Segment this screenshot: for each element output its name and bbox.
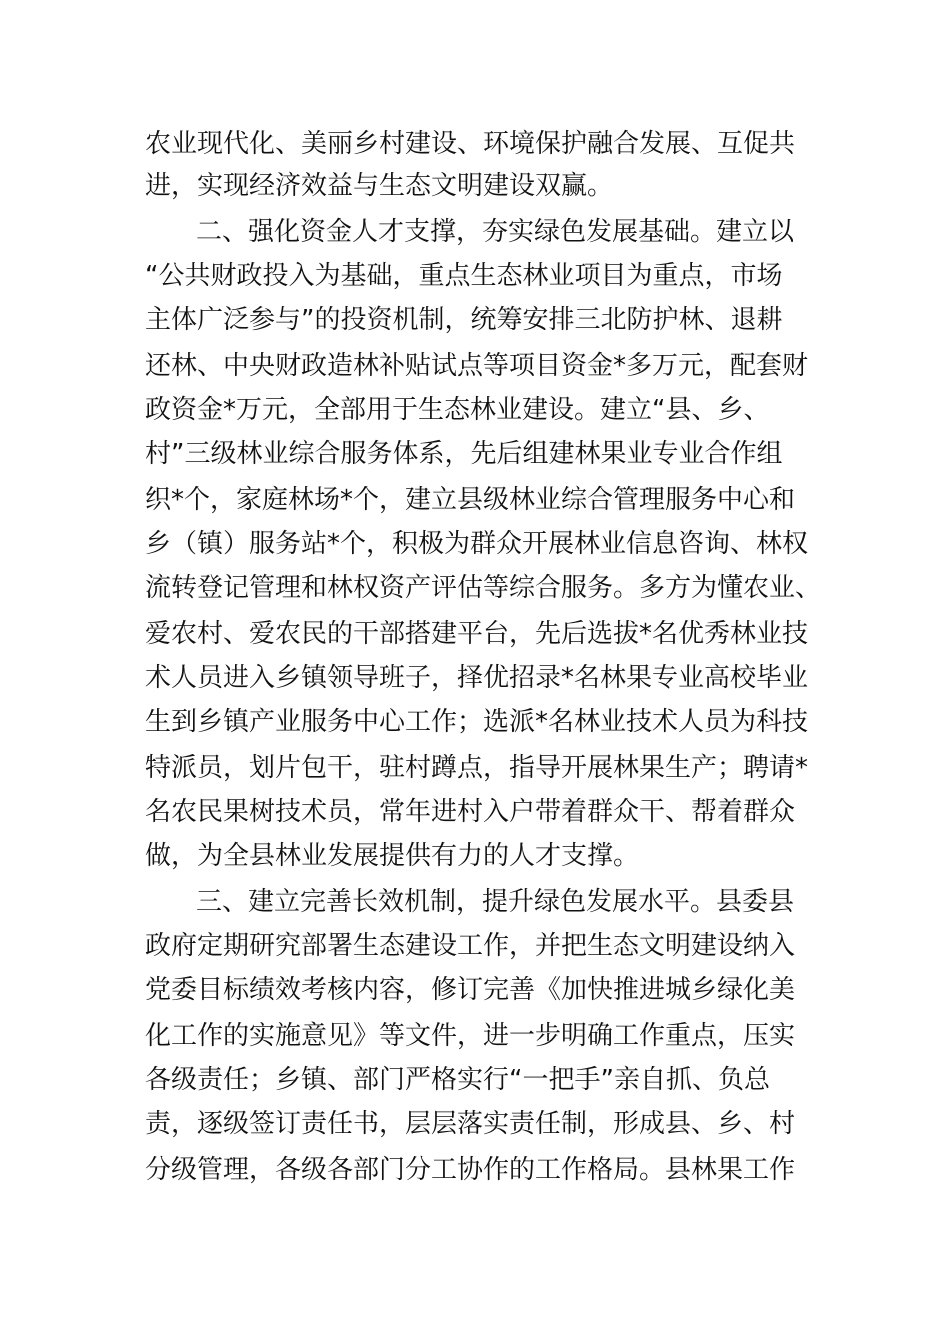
text-line: 政府定期研究部署生态建设工作，并把生态文明建设纳入 bbox=[145, 931, 796, 961]
text-line: 村”三级林业综合服务体系，先后组建林果业专业合作组 bbox=[145, 439, 783, 469]
text-line: 还林、中央财政造林补贴试点等项目资金*多万元，配套财 bbox=[145, 351, 809, 381]
text-line: 进，实现经济效益与生态文明建设双赢。 bbox=[145, 171, 614, 201]
text-line: 农业现代化、美丽乡村建设、环境保护融合发展、互促共 bbox=[145, 129, 796, 159]
text-line: 乡（镇）服务站*个，积极为群众开展林业信息咨询、林权 bbox=[145, 529, 809, 559]
text-line: 化工作的实施意见》等文件，进一步明确工作重点，压实 bbox=[145, 1021, 796, 1051]
text-line: 做，为全县林业发展提供有力的人才支撑。 bbox=[145, 841, 640, 871]
paragraph-heading-line: 三、建立完善长效机制，提升绿色发展水平。县委县 bbox=[196, 887, 795, 917]
text-line: 责，逐级签订责任书，层层落实责任制，形成县、乡、村 bbox=[145, 1109, 796, 1139]
text-line: 术人员进入乡镇领导班子，择优招录*名林果专业高校毕业 bbox=[145, 663, 809, 693]
text-line: 流转登记管理和林权资产评估等综合服务。多方为懂农业、 bbox=[145, 573, 822, 603]
text-line: “公共财政投入为基础，重点生态林业项目为重点，市场 bbox=[145, 261, 783, 291]
text-line: 党委目标绩效考核内容，修订完善《加快推进城乡绿化美 bbox=[145, 975, 796, 1005]
paragraph-heading-line: 二、强化资金人才支撑，夯实绿色发展基础。建立以 bbox=[196, 217, 795, 247]
text-line: 名农民果树技术员，常年进村入户带着群众干、帮着群众 bbox=[145, 797, 796, 827]
text-line: 织*个，家庭林场*个，建立县级林业综合管理服务中心和 bbox=[145, 485, 796, 515]
text-line: 政资金*万元，全部用于生态林业建设。建立“县、乡、 bbox=[145, 395, 770, 425]
text-line: 生到乡镇产业服务中心工作；选派*名林业技术人员为科技 bbox=[145, 707, 809, 737]
text-line: 分级管理，各级各部门分工协作的工作格局。县林果工作 bbox=[145, 1155, 796, 1185]
text-line: 爱农村、爱农民的干部搭建平台，先后选拔*名优秀林业技 bbox=[145, 619, 809, 649]
text-line: 主体广泛参与”的投资机制，统筹安排三北防护林、退耕 bbox=[145, 305, 783, 335]
text-line: 各级责任；乡镇、部门严格实行“一把手”亲自抓、负总 bbox=[145, 1065, 770, 1095]
text-line: 特派员，划片包干，驻村蹲点，指导开展林果生产；聘请* bbox=[145, 753, 809, 783]
